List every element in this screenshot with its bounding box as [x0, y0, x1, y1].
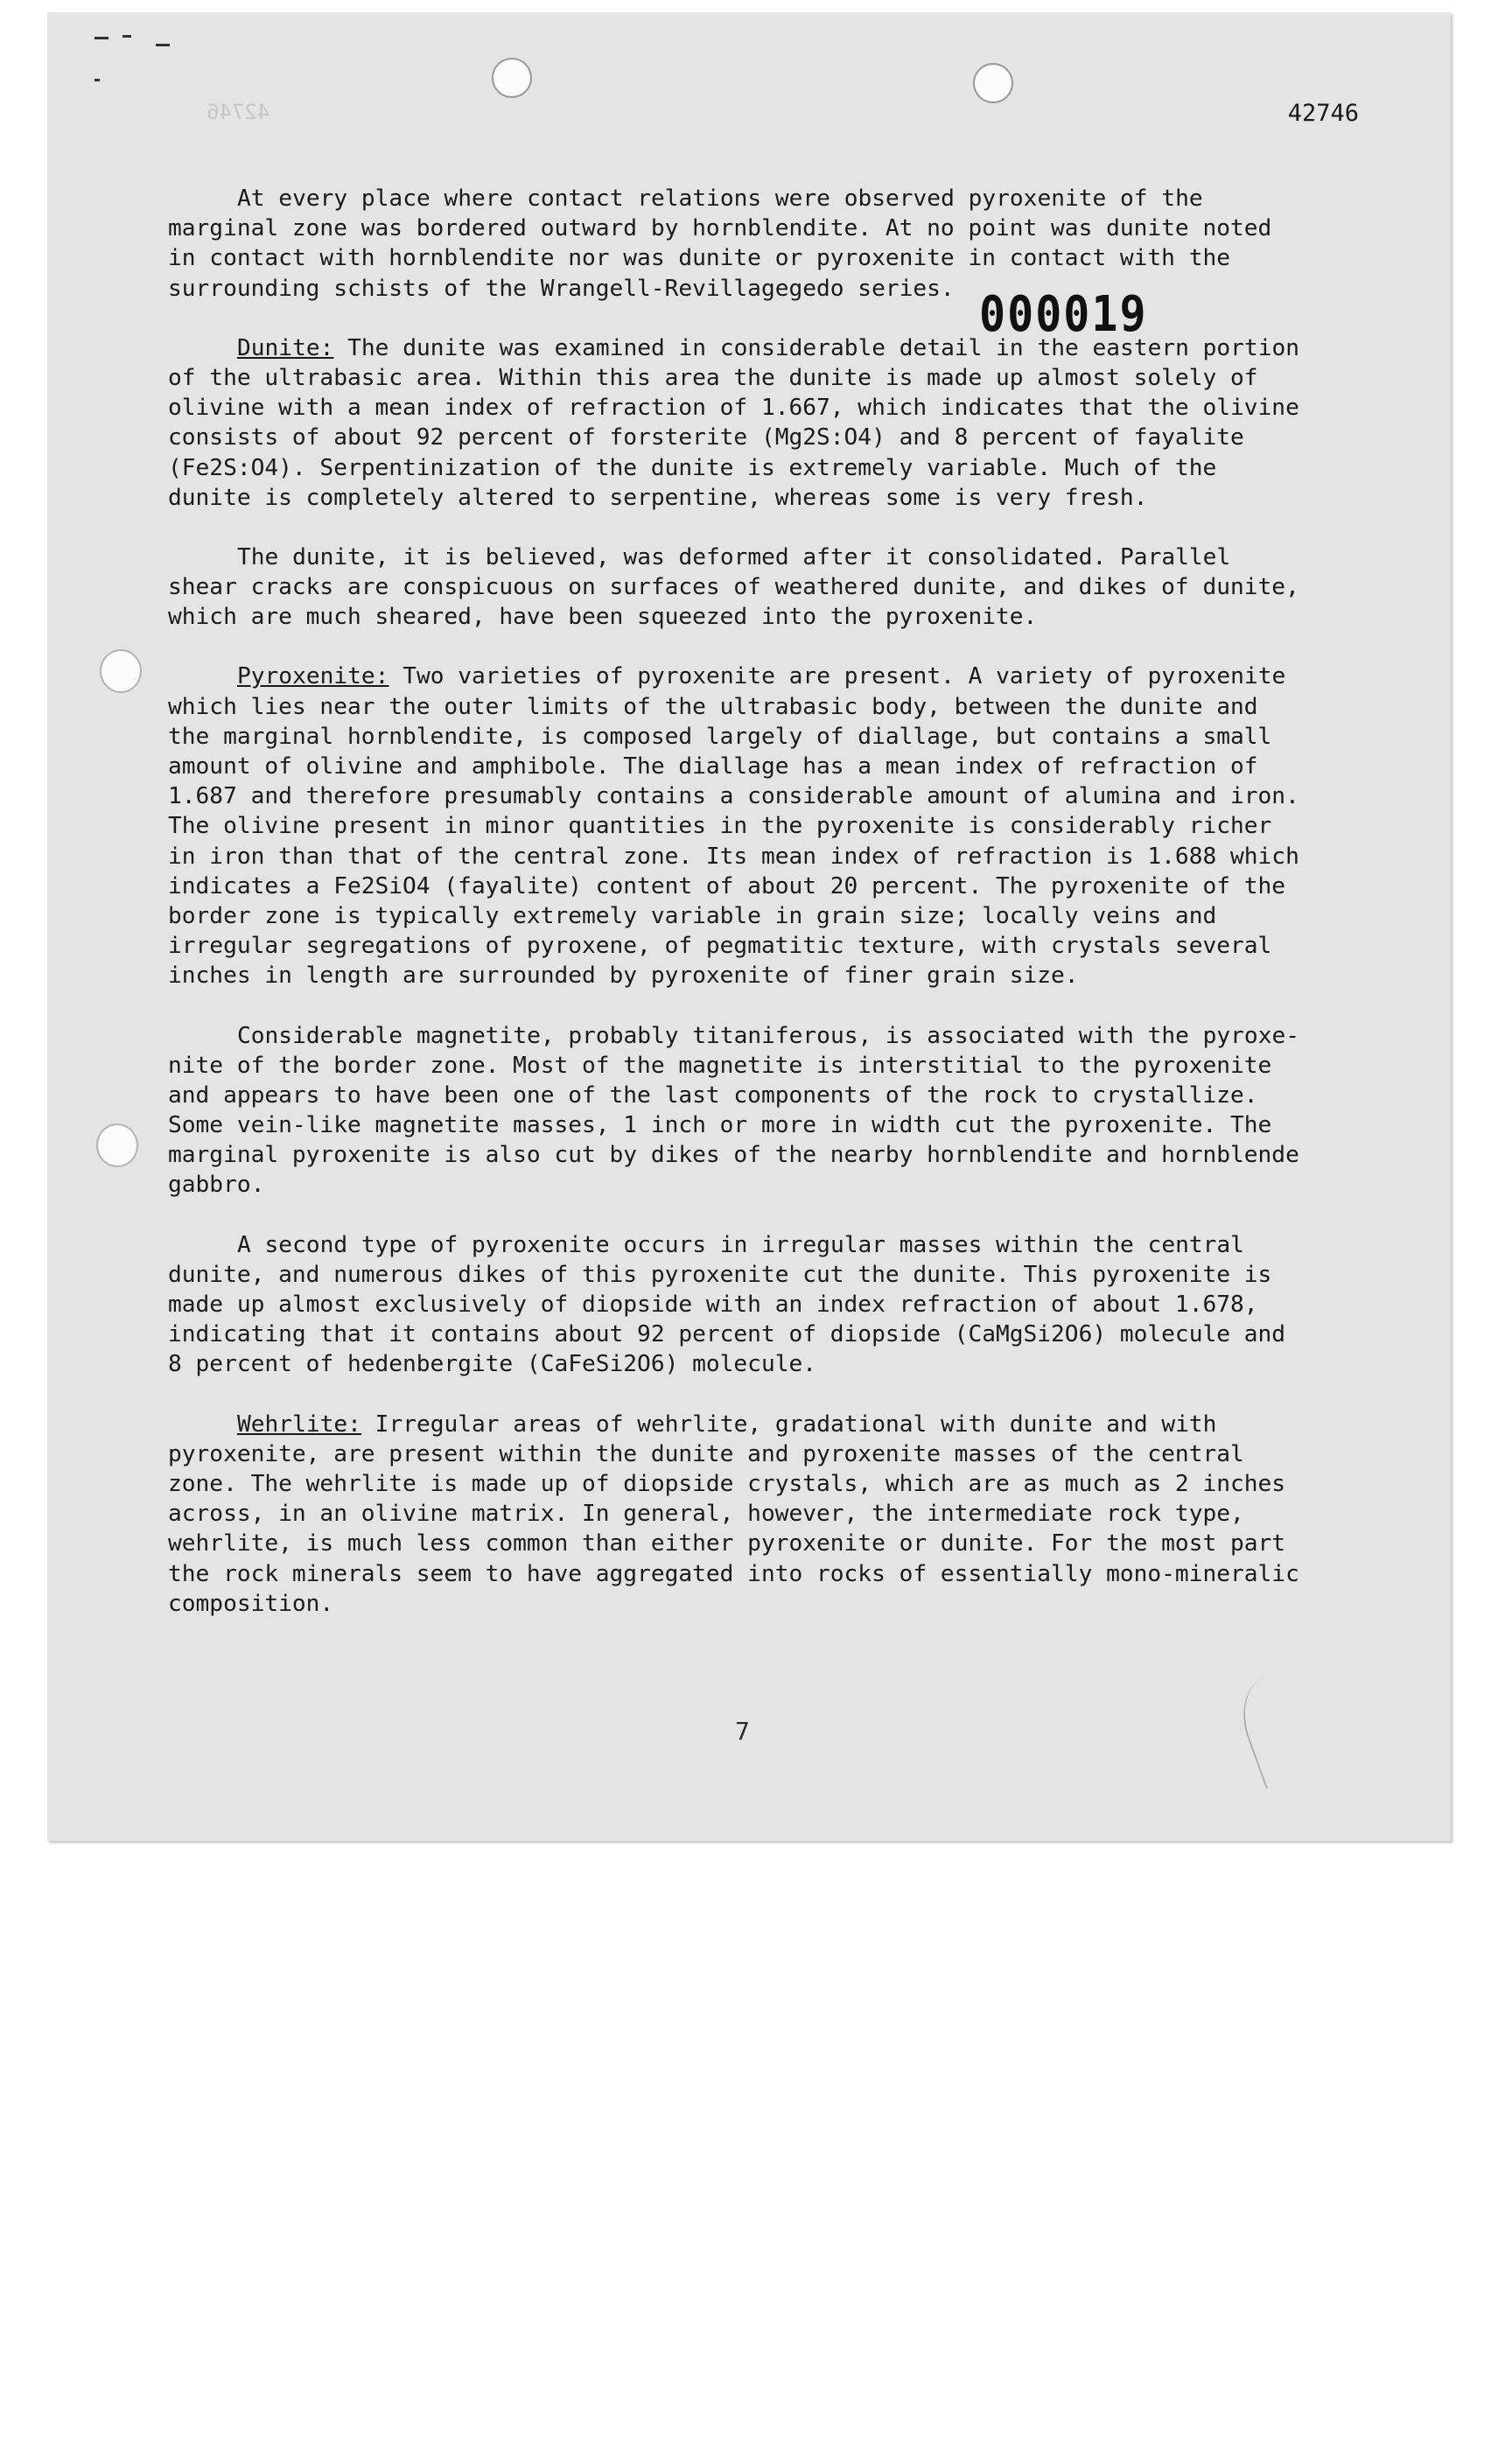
text-line: made up almost exclusively of diopside with an index refraction of about 1.678,	[168, 1292, 1258, 1318]
binder-hole-right	[973, 63, 1013, 103]
text-line: The dunite, it is believed, was deformed after it consolidated. Parallel	[237, 543, 1231, 570]
binder-hole-side-bottom	[96, 1124, 138, 1167]
text-line: shear cracks are conspicuous on surfaces of weathered dunite, and dikes of dunite,	[168, 574, 1299, 601]
text-line: composition.	[168, 1590, 334, 1617]
text-line: Wehrlite: Irregular areas of wehrlite, gradational with dunite and with	[237, 1410, 1217, 1438]
text-line: which are much sheared, have been squeezed into the pyroxenite.	[168, 604, 1038, 631]
text-line: zone. The wehrlite is made up of diopside crystals, which are as much as 2 inches	[168, 1470, 1286, 1497]
text-line: dunite, and numerous dikes of this pyroxenite cut the dunite. This pyroxenite is	[168, 1261, 1272, 1288]
text-line: marginal pyroxenite is also cut by dikes of the nearby hornblendite and hornblende	[168, 1142, 1299, 1169]
paragraph-wehrlite	[168, 1410, 1384, 1619]
text-line: pyroxenite, are present within the dunite and pyroxenite masses of the central	[168, 1440, 1244, 1467]
text-line: indicating that it contains about 92 percent of diopside (CaMgSi2O6) molecule and	[168, 1321, 1286, 1348]
paragraph-dunite	[168, 333, 1384, 513]
paragraph-second-pyroxenite	[168, 1230, 1384, 1380]
text-line: inches in length are surrounded by pyroxenite of finer grain size.	[168, 962, 1079, 990]
text-line: consists of about 92 percent of forsterite (Mg2S:O4) and 8 percent of fayalite	[168, 424, 1244, 452]
margin-dash	[156, 44, 170, 46]
text-line: and appears to have been one of the last components of the rock to crystallize.	[168, 1082, 1258, 1109]
text-line: of the ultrabasic area. Within this area the dunite is made up almost solely of	[168, 364, 1258, 391]
text-line: olivine with a mean index of refraction of 1.667, which indicates that the olivine	[168, 395, 1299, 422]
text-line: gabbro.	[168, 1172, 265, 1199]
text-line: Dunite: The dunite was examined in considerable detail in the eastern portion	[237, 334, 1300, 361]
text-line: across, in an olivine matrix. In general, however, the intermediate rock type,	[168, 1501, 1244, 1528]
text-line: 1.687 and therefore presumably contains a considerable amount of alumina and iron.	[168, 783, 1299, 810]
margin-dash	[94, 79, 100, 81]
bates-stamp: 000019	[979, 285, 1148, 343]
paragraph-pyroxenite	[168, 662, 1384, 990]
margin-dash	[94, 37, 108, 39]
section-heading-wehrlite: Wehrlite:	[237, 1410, 361, 1438]
text-line: The olivine present in minor quantities in the pyroxenite is considerably richer	[168, 813, 1272, 840]
text-line: Pyroxenite: Two varieties of pyroxenite are present. A variety of pyroxenite	[237, 663, 1286, 690]
text-line: in contact with hornblendite nor was dunite or pyroxenite in contact with the	[168, 245, 1230, 272]
text-line: the marginal hornblendite, is composed largely of diallage, but contains a small	[168, 723, 1272, 750]
section-heading-dunite: Dunite:	[237, 334, 334, 361]
document-body	[168, 184, 1384, 1619]
text-line: dunite is completely altered to serpentine, whereas some is very fresh.	[168, 484, 1148, 511]
text-line: marginal zone was bordered outward by hornblendite. At no point was dunite noted	[168, 215, 1272, 242]
text-line: which lies near the outer limits of the ultrabasic body, between the dunite and	[168, 693, 1258, 720]
document-number: 42746	[1287, 100, 1359, 127]
text-line: border zone is typically extremely variable in grain size; locally veins and	[168, 902, 1217, 929]
text-line: Some vein-like magnetite masses, 1 inch or more in width cut the pyroxenite. The	[168, 1112, 1272, 1139]
paragraph-dunite-deformation	[168, 542, 1384, 633]
page-fold-mark	[1230, 1666, 1334, 1789]
text-line: amount of olivine and amphibole. The diallage has a mean index of refraction of	[168, 753, 1258, 780]
text-line: A second type of pyroxenite occurs in irregular masses within the central	[237, 1231, 1244, 1258]
margin-dash	[122, 35, 131, 38]
binder-hole-side-top	[100, 649, 142, 693]
paragraph-magnetite	[168, 1021, 1384, 1200]
text-line: At every place where contact relations were observed pyroxenite of the	[237, 186, 1203, 212]
text-line: surrounding schists of the Wrangell-Revillagegedo series.	[168, 275, 955, 302]
text-line: indicates a Fe2SiO4 (fayalite) content of about 20 percent. The pyroxenite of the	[168, 872, 1286, 900]
text-line: Considerable magnetite, probably titaniferous, is associated with the pyroxe-	[237, 1022, 1299, 1049]
text-line: (Fe2S:O4). Serpentinization of the dunite is extremely variable. Much of the	[168, 454, 1217, 481]
bleed-through-number: 42746	[206, 100, 270, 124]
text-line: 8 percent of hedenbergite (CaFeSi2O6) molecule.	[168, 1351, 817, 1378]
text-line: in iron than that of the central zone. Its mean index of refraction is 1.688 which	[168, 843, 1299, 870]
text-line: nite of the border zone. Most of the magnetite is interstitial to the pyroxenite	[168, 1052, 1272, 1079]
text-line: wehrlite, is much less common than either pyroxenite or dunite. For the most part	[168, 1530, 1286, 1558]
text-line: irregular segregations of pyroxene, of pegmatitic texture, with crystals several	[168, 933, 1272, 960]
page-number: 7	[735, 1717, 750, 1746]
section-heading-pyroxenite: Pyroxenite:	[237, 663, 389, 690]
paragraph-contact-relations	[168, 184, 1384, 304]
text-line: the rock minerals seem to have aggregated into rocks of essentially mono-mineralic	[168, 1560, 1299, 1587]
binder-hole-left	[492, 58, 532, 98]
